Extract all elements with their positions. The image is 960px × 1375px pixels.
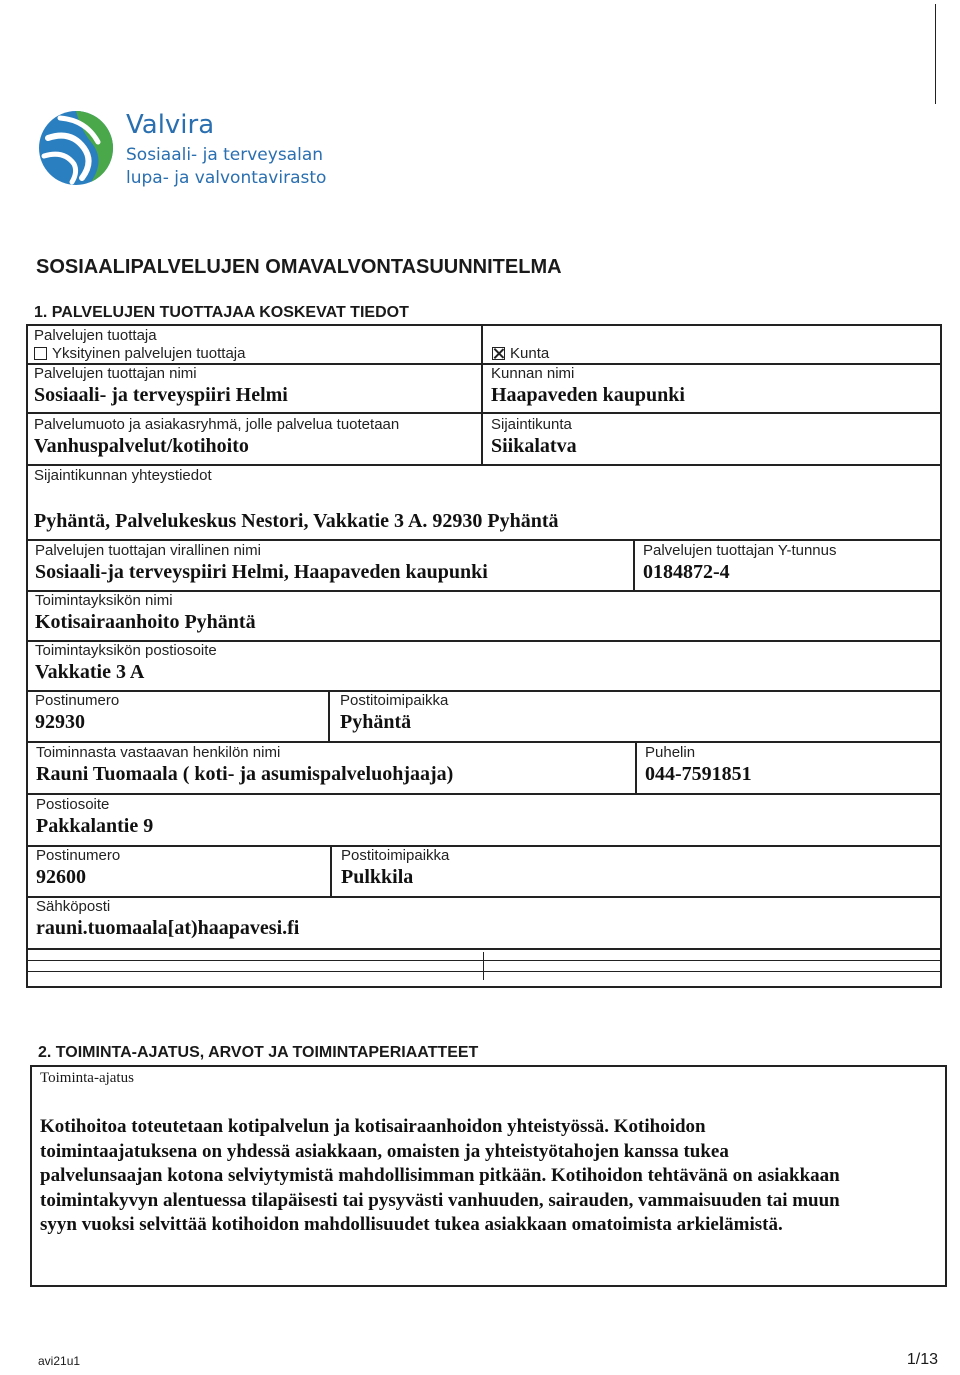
form-code: avi21u1 — [38, 1354, 81, 1368]
page-number: 1/13 — [906, 1351, 938, 1368]
post-office2-value: Pulkkila — [341, 866, 414, 888]
idea-line: syyn vuoksi selvittää kotihoidon mahdollisuudet tukea asiakkaan omatoimista arkielämistä. — [40, 1214, 783, 1235]
unit-address-value: Vakkatie 3 A — [35, 661, 145, 683]
checkbox-unchecked-icon[interactable] — [34, 347, 47, 360]
section2-heading: 2. TOIMINTA-AJATUS, ARVOT JA TOIMINTAPERIAATTEET — [38, 1044, 479, 1061]
section1-heading: 1. PALVELUJEN TUOTTAJAA KOSKEVAT TIEDOT — [34, 304, 409, 321]
logo-subtitle-2: lupa- ja valvontavirasto — [126, 168, 327, 188]
municipality-name-value: Haapaveden kaupunki — [491, 384, 685, 406]
post-office2-label: Postitoimipaikka — [341, 847, 450, 864]
postal-code2-value: 92600 — [36, 866, 86, 888]
service-form-label: Palvelumuoto ja asiakasryhmä, jolle palvelua tuotetaan — [34, 416, 400, 433]
document-title: SOSIAALIPALVELUJEN OMAVALVONTASUUNNITELMA — [36, 256, 562, 278]
municipality-name-label: Kunnan nimi — [491, 365, 575, 382]
post-office-value: Pyhäntä — [340, 711, 412, 733]
email-value: rauni.tuomaala[at)haapavesi.fi — [36, 917, 300, 939]
logo-name: Valvira — [126, 110, 215, 140]
location-value: Siikalatva — [491, 435, 577, 457]
phone-value: 044-7591851 — [645, 763, 752, 785]
business-id-value: 0184872-4 — [643, 561, 730, 583]
checkbox-checked-icon[interactable] — [492, 347, 505, 360]
idea-line: Kotihoitoa toteutetaan kotipalvelun ja kotisairaanhoidon yhteistyössä. Kotihoidon — [40, 1116, 706, 1137]
idea-line: toimintaajatuksena on yhdessä asiakkaan, omaisten ja yhteistyötahojen kanssa tukea — [40, 1140, 729, 1162]
postal-code2-label: Postinumero — [36, 847, 121, 864]
valvira-logo — [36, 108, 116, 188]
provider-label: Palvelujen tuottaja — [34, 327, 157, 344]
phone-label: Puhelin — [645, 744, 696, 761]
email-label: Sähköposti — [36, 898, 111, 915]
valvira-logo-icon — [36, 108, 116, 188]
postal-address-label: Postiosoite — [36, 796, 110, 813]
idea-line: toimintakyvyn alentuessa tilapäisesti tai pysyvästi vanhuuden, sairauden, vammaisuuden tai muun — [40, 1189, 840, 1211]
postal-code-value: 92930 — [35, 711, 85, 733]
location-contact-value: Pyhäntä, Palvelukeskus Nestori, Vakkatie 3 A. 92930 Pyhäntä — [34, 510, 559, 532]
official-name-value: Sosiaali-ja terveyspiiri Helmi, Haapaveden kaupunki — [35, 561, 488, 583]
provider-name-value: Sosiaali- ja terveyspiiri Helmi — [34, 384, 288, 406]
postal-address-value: Pakkalantie 9 — [36, 815, 154, 837]
logo-subtitle-1: Sosiaali- ja terveysalan — [126, 145, 324, 165]
unit-name-label: Toimintayksikön nimi — [35, 592, 173, 609]
service-form-value: Vanhuspalvelut/kotihoito — [34, 435, 249, 457]
idea-line: palvelunsaajan kotona selviytymistä mahdollisimman pitkään. Kotihoidon tehtävänä on asiakkaan — [40, 1165, 840, 1186]
private-provider-label: Yksityinen palvelujen tuottaja — [52, 345, 246, 362]
idea-text — [40, 1115, 940, 1238]
post-office-label: Postitoimipaikka — [340, 692, 449, 709]
idea-label: Toiminta-ajatus — [40, 1070, 134, 1086]
municipality-option-label: Kunta — [510, 345, 550, 362]
official-name-label: Palvelujen tuottajan virallinen nimi — [35, 542, 261, 559]
postal-code-label: Postinumero — [35, 692, 120, 709]
unit-name-value: Kotisairaanhoito Pyhäntä — [35, 611, 256, 633]
location-label: Sijaintikunta — [491, 416, 572, 433]
responsible-label: Toiminnasta vastaavan henkilön nimi — [36, 744, 281, 761]
municipality-option[interactable] — [492, 345, 549, 362]
business-id-label: Palvelujen tuottajan Y-tunnus — [643, 542, 837, 559]
private-provider-option[interactable] — [34, 345, 245, 362]
provider-name-label: Palvelujen tuottajan nimi — [34, 365, 197, 382]
unit-address-label: Toimintayksikön postiosoite — [35, 642, 217, 659]
location-contact-label: Sijaintikunnan yhteystiedot — [34, 467, 212, 484]
scan-edge-mark — [935, 4, 936, 104]
responsible-value: Rauni Tuomaala ( koti- ja asumispalveluohjaaja) — [36, 763, 454, 785]
